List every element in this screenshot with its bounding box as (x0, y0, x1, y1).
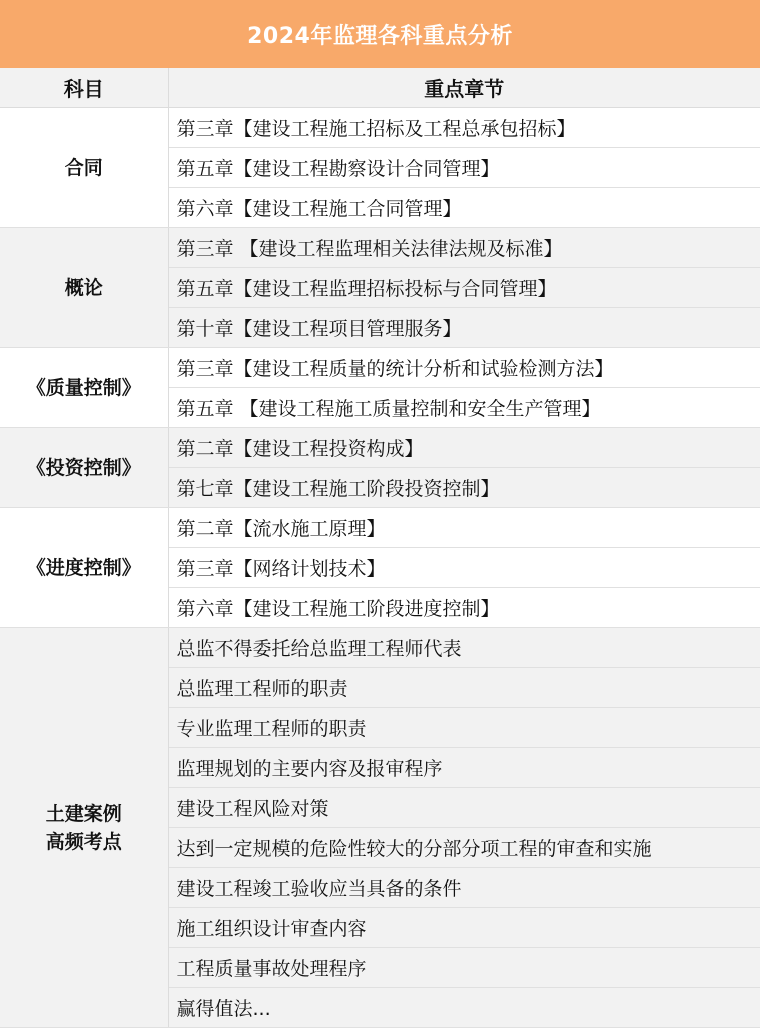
subject-label: 合同 (64, 156, 103, 179)
subject-label: 《投资控制》 (26, 456, 141, 479)
chapter-cell: 第三章【建设工程质量的统计分析和试验检测方法】 (168, 348, 760, 388)
chapter-cell: 第五章【建设工程勘察设计合同管理】 (168, 148, 760, 188)
chapter-cell: 第六章【建设工程施工阶段进度控制】 (168, 588, 760, 628)
subject-cell (0, 108, 168, 228)
subject-cell (0, 228, 168, 348)
chapter-cell: 建设工程竣工验收应当具备的条件 (168, 868, 760, 908)
page-title: 2024年监理各科重点分析 (0, 0, 760, 68)
chapter-cell: 第十章【建设工程项目管理服务】 (168, 308, 760, 348)
chapter-cell: 专业监理工程师的职责 (168, 708, 760, 748)
key-points-table (0, 68, 760, 1028)
chapter-cell: 赢得值法... (168, 988, 760, 1028)
table-row (0, 428, 760, 468)
header-row (0, 68, 760, 108)
table-row (0, 348, 760, 388)
chapter-cell: 达到一定规模的危险性较大的分部分项工程的审查和实施 (168, 828, 760, 868)
subject-label: 概论 (64, 276, 103, 299)
subject-label: 高频考点 (45, 830, 122, 853)
chapter-cell: 总监理工程师的职责 (168, 668, 760, 708)
chapter-cell: 第七章【建设工程施工阶段投资控制】 (168, 468, 760, 508)
table-row (0, 628, 760, 668)
chapter-cell: 施工组织设计审查内容 (168, 908, 760, 948)
table-row (0, 508, 760, 548)
subject-cell (0, 428, 168, 508)
subject-cell (0, 628, 168, 1028)
chapter-cell: 第二章【建设工程投资构成】 (168, 428, 760, 468)
chapter-cell: 第二章【流水施工原理】 (168, 508, 760, 548)
table-row (0, 228, 760, 268)
chapter-cell: 监理规划的主要内容及报审程序 (168, 748, 760, 788)
subject-cell (0, 348, 168, 428)
chapters-column-header: 重点章节 (168, 68, 760, 108)
subject-column-header: 科目 (0, 68, 168, 108)
chapter-cell: 工程质量事故处理程序 (168, 948, 760, 988)
chapter-cell: 第三章【网络计划技术】 (168, 548, 760, 588)
chapter-cell: 第三章【建设工程施工招标及工程总承包招标】 (168, 108, 760, 148)
chapter-cell: 第五章【建设工程监理招标投标与合同管理】 (168, 268, 760, 308)
subject-label: 土建案例 (45, 802, 122, 825)
subject-label: 《进度控制》 (26, 556, 141, 579)
chapter-cell: 建设工程风险对策 (168, 788, 760, 828)
chapter-cell: 第三章 【建设工程监理相关法律法规及标准】 (168, 228, 760, 268)
chapter-cell: 第六章【建设工程施工合同管理】 (168, 188, 760, 228)
chapter-cell: 第五章 【建设工程施工质量控制和安全生产管理】 (168, 388, 760, 428)
table-row (0, 108, 760, 148)
subject-cell (0, 508, 168, 628)
subject-label: 《质量控制》 (26, 376, 141, 399)
chapter-cell: 总监不得委托给总监理工程师代表 (168, 628, 760, 668)
